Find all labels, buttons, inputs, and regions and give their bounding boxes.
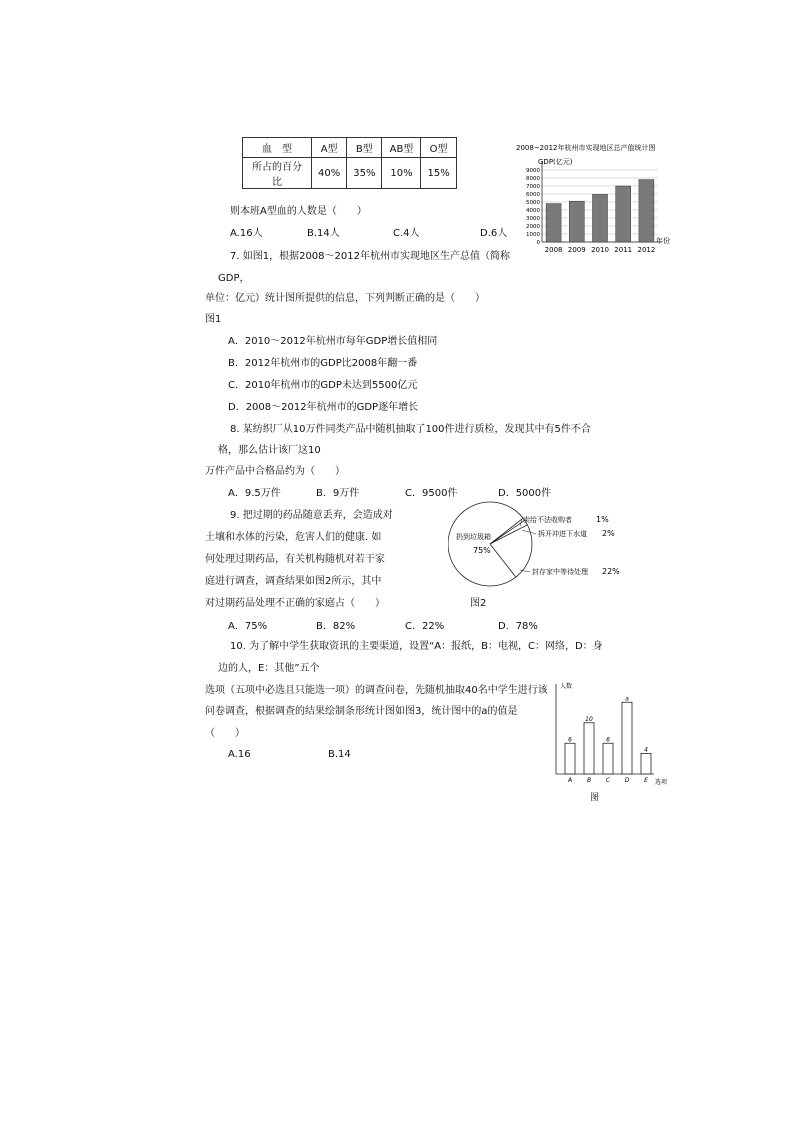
table-cell: 15% [421, 158, 456, 189]
table-row [243, 158, 457, 189]
q8-option-b: B．9万件 [316, 488, 360, 499]
q9-option-c: C．22% [405, 621, 445, 632]
y-tick-label: 0 [536, 240, 540, 246]
disposal-pie-chart [448, 498, 628, 594]
y-tick-label: 3000 [526, 216, 540, 222]
table-cell: B型 [347, 138, 382, 158]
q10-line4: 问卷调查，根据调查的结果绘制条形统计图如图3，统计图中的a的值是 [205, 706, 518, 717]
q8-line2: 格，那么估计该厂这10 [218, 445, 321, 456]
table-cell: 10% [382, 158, 421, 189]
x-axis-label: 选项 [655, 779, 668, 786]
pie-value-store: 22% [602, 567, 620, 576]
table-header-row [243, 138, 457, 158]
x-tick-label: 2010 [591, 246, 609, 254]
pie-label-illegal-buyer: 卖给不法收购者 [523, 516, 572, 524]
figure-1-label: 图1 [205, 314, 222, 325]
y-tick-label: 8000 [526, 176, 540, 182]
x-tick-label: B [586, 777, 592, 784]
table-cell: 所占的百分比 [243, 158, 312, 189]
q10-line1: 10. 为了解中学生获取资讯的主要渠道，设置“A：报纸，B：电视，C：网络，D：身 [230, 641, 603, 652]
q8-line1: 8. 某纺织厂从10万件同类产品中随机抽取了100件进行质检，发现其中有5件不合 [230, 424, 591, 435]
q8-option-d: D．5000件 [498, 488, 552, 499]
table-cell: A型 [312, 138, 347, 158]
y-tick-label: 6000 [526, 192, 540, 198]
data-label: a [625, 695, 629, 703]
pie-label-trash: 扔到垃圾箱 [456, 533, 491, 541]
q7-line1: 7. 如图1，根据2008～2012年杭州市实现地区生产总值（简称 [230, 251, 510, 262]
q9-line1: 9. 把过期的药品随意丢弃，会造成对 [230, 510, 393, 521]
table-cell: 血 型 [243, 138, 312, 158]
x-tick-label: E [644, 777, 648, 784]
y-tick-label: 7000 [526, 184, 540, 190]
q10-line2: 边的人，E：其他”五个 [218, 663, 320, 674]
y-axis-label: GDP(亿元) [538, 158, 573, 166]
q8-option-a: A．9.5万件 [228, 488, 281, 499]
q7-option-c: C．2010年杭州市的GDP未达到5500亿元 [228, 380, 418, 391]
q7-line2: GDP， [218, 273, 250, 284]
table-cell: 40% [312, 158, 347, 189]
x-tick-label: D [624, 777, 630, 784]
q9-option-b: B．82% [316, 621, 356, 632]
q10-option-a: A.16 [228, 749, 251, 760]
table-cell: O型 [421, 138, 456, 158]
pie-value-drain: 2% [602, 529, 615, 538]
pie-slice-edge [490, 520, 525, 544]
q6-option-b: B.14人 [307, 228, 340, 239]
figure-2-label: 图2 [470, 598, 487, 609]
q9-line3: 何处理过期药品，有关机构随机对若干家 [205, 554, 385, 565]
q6-option-d: D.6人 [480, 228, 508, 239]
y-tick-label: 2000 [526, 224, 540, 230]
x-axis-label: 年份 [656, 237, 670, 245]
q10-line5: （ ） [205, 728, 245, 739]
data-label: 10 [585, 715, 593, 723]
q10-option-b: B.14 [328, 749, 351, 760]
pie-slice-edge [490, 544, 516, 577]
q9-line4: 庭进行调查，调查结果如图2所示，其中 [205, 576, 382, 587]
table-cell: AB型 [382, 138, 421, 158]
q8-line3: 万件产品中合格品约为（ ） [205, 466, 345, 477]
bar-2010 [593, 194, 608, 242]
data-label: 6 [568, 736, 572, 744]
y-tick-label: 4000 [526, 208, 540, 214]
x-tick-label: A [567, 777, 573, 784]
q6-option-c: C.4人 [393, 228, 420, 239]
bar-2011 [616, 186, 631, 242]
table-cell: 35% [347, 158, 382, 189]
q8-option-c: C．9500件 [405, 488, 458, 499]
q9-line2: 土壤和水体的污染，危害人们的健康. 如 [205, 532, 382, 543]
y-tick-label: 9000 [526, 168, 540, 174]
chart-title: 2008~2012年杭州市实现地区总产值统计图 [516, 144, 656, 152]
q9-option-a: A．75% [228, 621, 268, 632]
pie-label-store: 封存家中等待处理 [532, 568, 588, 576]
q6-option-a: A.16人 [230, 228, 263, 239]
bar-C [603, 743, 613, 774]
bar-E [641, 754, 651, 775]
blood-type-table [242, 137, 457, 189]
y-axis-label: 人数 [560, 683, 573, 690]
q6-stem: 则本班A型血的人数是（ ） [230, 206, 367, 217]
pie-label-drain: 拆开冲进下水道 [538, 530, 587, 538]
y-tick-label: 5000 [526, 200, 540, 206]
bar-A [565, 743, 575, 774]
q10-line3: 选项（五项中必选且只能选一项）的调查问卷，先随机抽取40名中学生进行该 [205, 685, 548, 696]
x-tick-label: 2009 [567, 246, 586, 254]
q9-option-d: D．78% [498, 621, 538, 632]
pie-leader [522, 530, 536, 534]
bar-D [622, 702, 632, 774]
bar-2012 [639, 180, 654, 242]
pie-value-trash: 75% [473, 546, 491, 555]
q7-line3: 单位：亿元）统计图所提供的信息，下列判断正确的是（ ） [205, 293, 485, 304]
pie-slice-edge [490, 525, 527, 544]
gdp-bar-chart [508, 140, 688, 262]
q7-option-b: B．2012年杭州市的GDP比2008年翻一番 [228, 358, 418, 369]
figure-3-label: 图 [590, 793, 600, 803]
data-label: 4 [644, 746, 648, 754]
q7-option-a: A．2010～2012年杭州市每年GDP增长值相同 [228, 336, 438, 347]
bar-2008 [546, 204, 561, 242]
x-tick-label: 2011 [614, 246, 633, 254]
pie-value-illegal-buyer: 1% [596, 515, 609, 524]
x-tick-label: 2008 [544, 246, 563, 254]
x-tick-label: 2012 [637, 246, 656, 254]
x-tick-label: C [605, 777, 611, 784]
q9-line5: 对过期药品处理不正确的家庭占（ ） [205, 598, 385, 609]
data-label: 6 [606, 736, 610, 744]
bar-2009 [569, 201, 584, 242]
q7-option-d: D．2008～2012年杭州市的GDP逐年增长 [228, 402, 419, 413]
bar-B [584, 723, 594, 774]
y-tick-label: 1000 [526, 232, 540, 238]
channel-bar-chart [548, 680, 678, 790]
